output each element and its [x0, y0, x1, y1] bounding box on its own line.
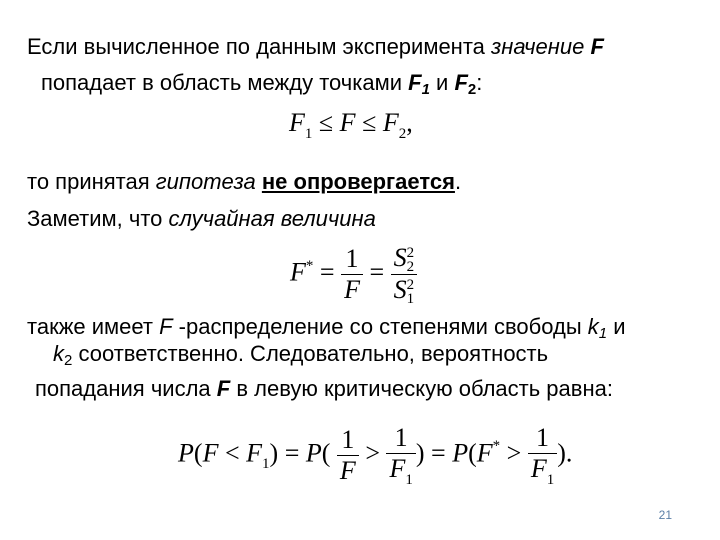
formula-symbol: 2	[398, 126, 407, 142]
fraction-denominator	[528, 454, 557, 488]
formula-symbol: ).	[557, 438, 573, 468]
formula-symbol: F	[290, 257, 306, 287]
formula-symbol: 1	[405, 472, 413, 488]
formula-symbol: =	[431, 438, 446, 468]
formula-symbol: F	[339, 456, 356, 485]
formula-symbol: 1	[546, 472, 555, 488]
text-span: Заметим, что	[27, 206, 169, 231]
formula-symbol: 1	[341, 244, 363, 275]
formula-symbol: =	[319, 257, 335, 287]
text-span: случайная величина	[168, 206, 376, 231]
fraction	[391, 243, 418, 306]
text-span: 2	[64, 352, 73, 369]
formula-symbol: F	[202, 438, 219, 468]
formula-symbol: F	[530, 454, 547, 483]
text-span: попадает в область между точками	[41, 70, 409, 95]
text-span: 1	[598, 325, 608, 342]
fraction	[337, 425, 359, 486]
fraction-denominator	[391, 275, 418, 306]
formula-symbol: S	[393, 275, 407, 305]
text-span: значение	[491, 34, 591, 59]
text-span: в левую критическую область равна:	[230, 376, 613, 401]
text-line-4	[27, 206, 376, 232]
text-span: k	[53, 341, 64, 366]
formula-probability	[178, 423, 572, 488]
formula-symbol: F	[339, 108, 356, 137]
text-span: Если вычисленное по данным эксперимента	[27, 34, 492, 59]
formula-symbol: 1	[386, 423, 415, 454]
text-span: F	[454, 70, 468, 95]
formula-symbol: P	[305, 438, 322, 468]
formula-symbol: *	[305, 257, 314, 274]
formula-symbol: ≤	[318, 108, 334, 137]
text-span: 1	[421, 81, 430, 98]
text-span: гипотеза	[155, 169, 256, 194]
formula-symbol: (	[193, 438, 203, 468]
formula-inequality	[289, 108, 413, 142]
formula-symbol: (	[321, 438, 331, 468]
formula-symbol: >	[365, 438, 380, 468]
formula-symbol: ,	[406, 108, 413, 137]
fraction	[341, 244, 363, 305]
formula-symbol: )	[415, 438, 425, 468]
formula-symbol: ≤	[362, 108, 377, 137]
text-line-5	[27, 314, 626, 340]
formula-symbol: S	[393, 243, 407, 272]
text-line-3	[27, 169, 461, 195]
formula-symbol: F	[289, 108, 305, 137]
formula-symbol: <	[224, 438, 240, 468]
formula-symbol: 1	[337, 425, 359, 456]
formula-symbol: =	[284, 438, 300, 468]
text-span: также имеет	[27, 314, 160, 339]
page-number: 21	[658, 508, 672, 522]
formula-symbol: )	[269, 438, 279, 468]
formula-symbol: P	[452, 438, 469, 468]
text-span: .	[454, 169, 462, 194]
fraction-numerator	[391, 243, 418, 275]
formula-symbol: (	[468, 438, 477, 468]
text-span: -распределение со степенями свободы	[172, 314, 588, 339]
formula-symbol: =	[369, 257, 385, 287]
formula-f-star	[290, 243, 417, 306]
formula-symbol: 2	[406, 245, 415, 262]
text-span: и	[429, 70, 455, 95]
text-span: k	[587, 314, 599, 339]
text-span: попадания числа	[35, 376, 217, 401]
text-span: то принятая	[27, 169, 156, 194]
formula-symbol: F	[389, 454, 406, 483]
formula-symbol: >	[506, 438, 522, 468]
fraction	[528, 423, 557, 488]
text-span: 2	[467, 81, 477, 98]
formula-symbol: F	[476, 438, 493, 468]
fraction	[386, 423, 415, 488]
text-line-7	[35, 376, 613, 402]
text-span: не опровергается	[261, 169, 455, 194]
text-line-2	[41, 70, 482, 96]
formula-symbol: 2	[406, 277, 415, 294]
text-span: соответственно. Следовательно, вероятность	[72, 341, 549, 366]
formula-symbol: F	[246, 438, 263, 468]
text-span: F	[590, 34, 604, 59]
text-line-6	[53, 341, 548, 367]
text-span: F	[216, 376, 231, 401]
formula-symbol: 1	[406, 291, 415, 308]
formula-symbol: 1	[304, 126, 313, 142]
text-line-1	[27, 34, 604, 60]
formula-symbol: 2	[406, 259, 415, 276]
formula-symbol: *	[492, 438, 501, 455]
formula-symbol: P	[178, 438, 194, 468]
formula-symbol: F	[382, 108, 399, 137]
text-span: F	[159, 314, 173, 339]
formula-symbol: 1	[528, 423, 557, 454]
formula-symbol: F	[344, 275, 360, 305]
text-span: F	[408, 70, 422, 95]
text-span: и	[607, 314, 626, 339]
text-span: :	[476, 70, 483, 95]
fraction-denominator	[386, 454, 415, 488]
formula-symbol: 1	[262, 456, 270, 473]
